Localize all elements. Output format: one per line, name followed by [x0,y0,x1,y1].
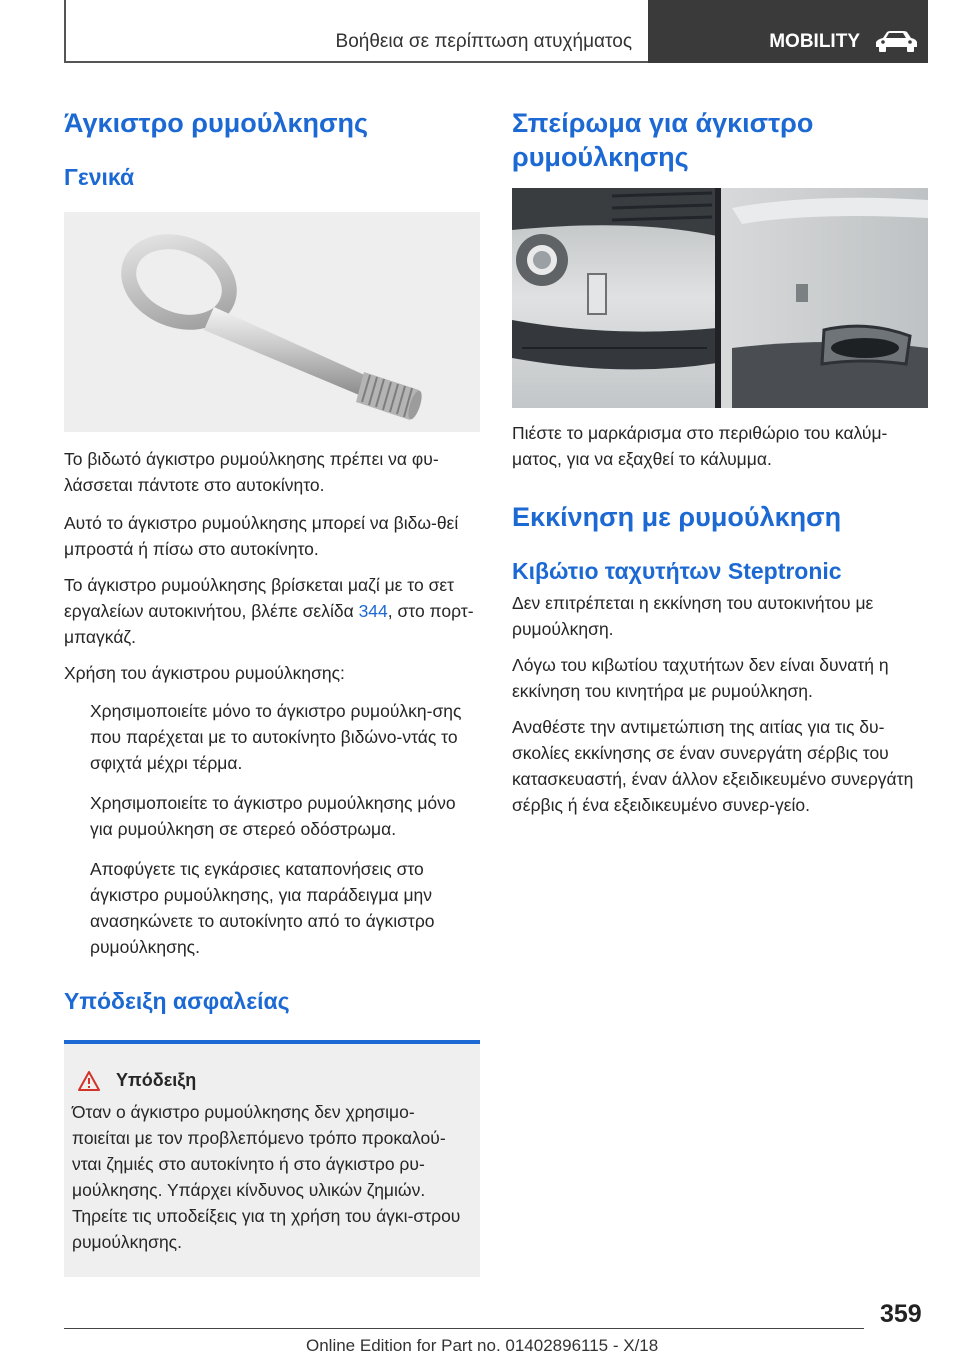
section-title-tow-start: Εκκίνηση με ρυμούλκηση [512,502,842,532]
section-tab-mobility [648,0,928,63]
note-header [72,1070,472,1091]
paragraph-mounting: Αυτό το άγκιστρο ρυμούλκησης μπορεί να βιδω-θεί μπροστά ή πίσω στο αυτοκίνητο. [64,513,459,559]
section-tab-label: MOBILITY [769,30,860,52]
list-item [64,698,480,776]
usage-list [64,698,480,960]
bumper-cover-image [512,188,928,408]
heading-safety-note: Υπόδειξη ασφαλείας [64,988,290,1014]
paragraph-location [64,572,480,650]
footer-divider [64,1328,864,1329]
page-number: 359 [880,1300,922,1328]
warning-triangle-icon [78,1071,100,1091]
paragraph-location-tail: , στο πορτ-μπαγκάζ. [64,601,474,647]
tow-hook-image [64,212,480,432]
heading-general: Γενικά [64,164,135,190]
paragraph-usage-intro: Χρήση του άγκιστρου ρυμούλκησης: [64,663,345,683]
section-title-thread: Σπείρωμα για άγκιστρο ρυμούλκησης [512,108,814,172]
right-column [512,100,928,818]
list-item-text: Χρησιμοποιείτε μόνο το άγκιστρο ρυμούλκη-σης που παρέχεται με το αυτοκίνητο βιδώνο-ντάς το σφιχτά μέχρι τέρμα. [90,701,462,773]
car-icon [872,29,920,55]
left-column [64,100,480,1277]
paragraph-service: Αναθέστε την αντιμετώπιση της αιτίας για τις δυ-σκολίες εκκίνησης σε έναν συνεργάτη σέρβις του κατασκευαστή, έναν άλλον εξειδικευμένο συνεργάτη σέρβις ή ένα εξειδικευμένο συνερ-γείο. [512,717,914,815]
bumper-illustration [512,188,928,408]
section-title-tow-hook: Άγκιστρο ρυμούλκησης [64,108,369,138]
list-item [64,790,480,842]
paragraph-reason: Λόγω του κιβωτίου ταχυτήτων δεν είναι δυνατή η εκκίνηση του κινητήρα με ρυμούλκηση. [512,655,889,701]
paragraph-cover-removal: Πιέστε το μαρκάρισμα στο περιθώριο του καλύμ-ματος, για να εξαχθεί το κάλυμμα. [512,423,888,469]
list-item-text: Χρησιμοποιείτε το άγκιστρο ρυμούλκησης μόνο για ρυμούλκηση σε στερεό οδόστρωμα. [90,793,456,839]
paragraph-not-allowed: Δεν επιτρέπεται η εκκίνηση του αυτοκινήτου με ρυμούλκηση. [512,593,874,639]
paragraph-location-text: Το άγκιστρο ρυμούλκησης βρίσκεται μαζί με το σετ εργαλείων αυτοκινήτου, βλέπε σελίδα [64,575,455,621]
safety-note-box [64,1040,480,1277]
chapter-title: Βοήθεια σε περίπτωση ατυχήματος [335,31,632,52]
paragraph-storage: Το βιδωτό άγκιστρο ρυμούλκησης πρέπει να φυ-λάσσεται πάντοτε στο αυτοκίνητο. [64,449,439,495]
tow-hook-illustration [64,212,480,432]
footer-edition: Online Edition for Part no. 01402896115 - X/18 [306,1336,659,1355]
list-item-text: Αποφύγετε τις εγκάρσιες καταπονήσεις στο άγκιστρο ρυμούλκησης, για παράδειγμα μην ανασηκώνετε το αυτοκίνητο από το άγκιστρο ρυμούλκησης. [90,859,435,957]
note-label: Υπόδειξη [116,1070,197,1090]
note-text: Όταν ο άγκιστρο ρυμούλκησης δεν χρησιμο-ποιείται με τον προβλεπόμενο τρόπο προκαλού-νται ζημιές στο αυτοκίνητο ή στο άγκιστρο ρυ-μούλκησης. Υπάρχει κίνδυνος υλικών ζημιών. Τηρείτε τις υποδείξεις για τη χρήση του άγκι-στρου ρυμούλκησης. [72,1102,461,1252]
page-reference-link[interactable]: 344 [358,601,388,621]
list-item [64,856,480,960]
heading-steptronic: Κιβώτιο ταχυτήτων Steptronic [512,558,842,584]
